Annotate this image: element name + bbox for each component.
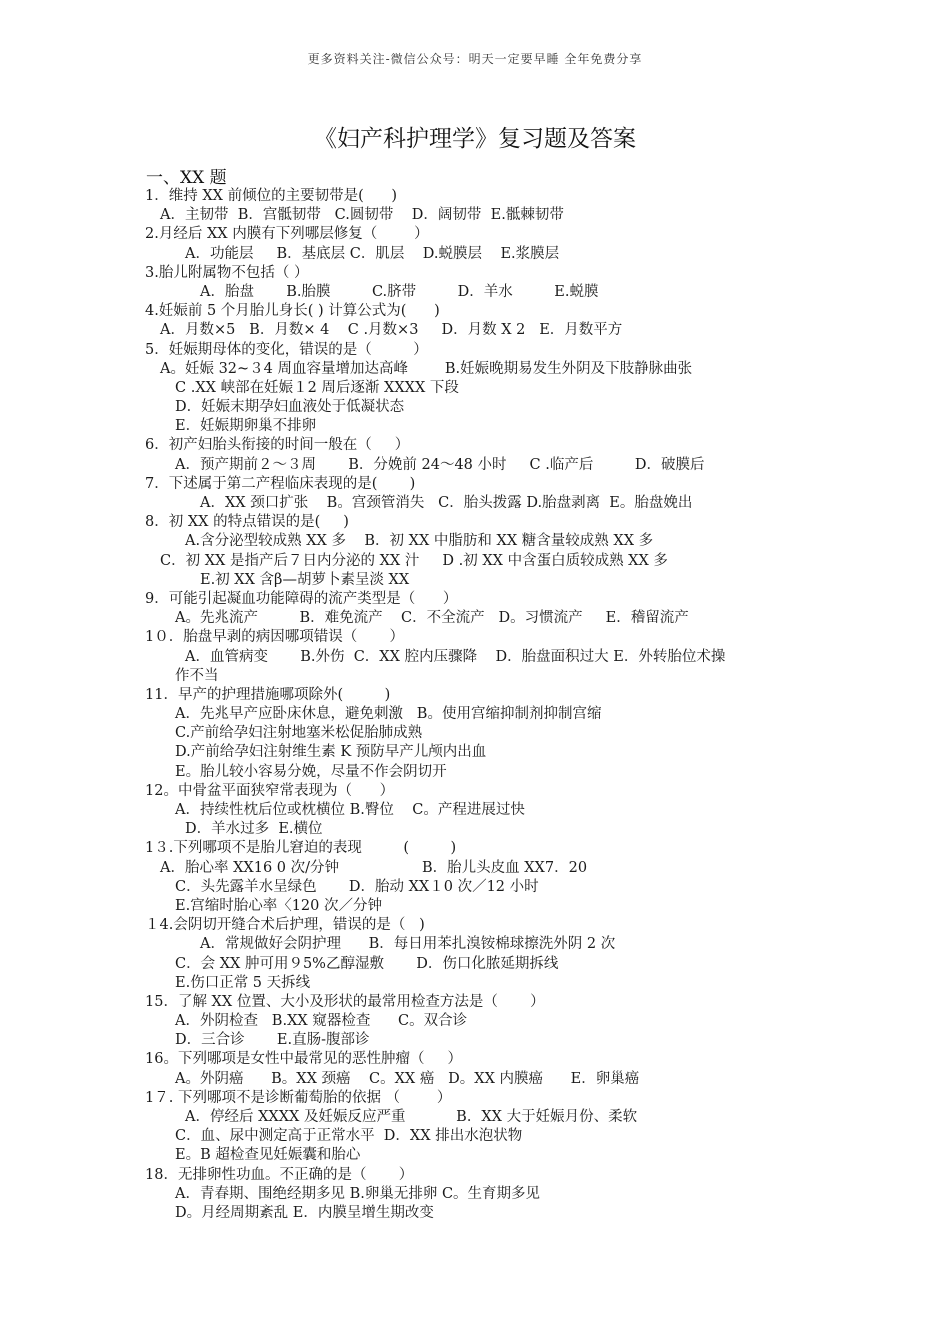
question-line: 6．初产妇胎头衔接的时间一般在（ ） — [145, 437, 410, 454]
question-line: 11．早产的护理措施哪项除外( ) — [145, 686, 391, 703]
option-line: A．功能层 B．基底层 C．肌层 D.蜕膜层 E.浆膜层 — [185, 245, 560, 262]
question-line: 3.胎儿附属物不包括（ ） — [145, 264, 309, 281]
question-line: 1．维持 XX 前倾位的主要韧带是( ) — [145, 188, 398, 204]
question-line: 4.妊娠前 5 个月胎儿身长( ) 计算公式为( ) — [145, 303, 440, 320]
option-line: A．先兆早产应卧床休息，避免刺激 B。使用宫缩抑制剂抑制宫缩 — [175, 706, 602, 723]
option-line: C .XX 峡部在妊娠１2 周后逐渐 XXXX 下段 — [175, 379, 459, 396]
option-line: D。月经周期紊乱 E．内膜呈增生期改变 — [175, 1204, 434, 1221]
question-line: 1０．胎盘早剥的病因哪项错误（ ） — [145, 629, 404, 646]
option-line: A．预产期前２～３周 B．分娩前 24～48 小时 C .临产后 D．破膜后 — [175, 456, 705, 473]
question-line: 8．初 XX 的特点错误的是( ) — [145, 514, 349, 531]
option-line: A。妊娠 32~３4 周血容量增加达高峰 B.妊娠晚期易发生外阴及下肢静脉曲张 — [160, 360, 693, 377]
option-line: A．青春期、围绝经期多见 B.卵巢无排卵 C。生育期多见 — [175, 1185, 541, 1202]
option-line: E．妊娠期卵巢不排卵 — [175, 418, 317, 435]
option-line: A．持续性枕后位或枕横位 B.臀位 C。产程进展过快 — [175, 802, 525, 818]
option-line: E.伤口正常 5 天拆线 — [175, 974, 311, 991]
question-line: 15．了解 XX 位置、大小及形状的最常用检查方法是（ ） — [145, 993, 545, 1010]
question-line: 18．无排卵性功血。不正确的是（ ） — [145, 1166, 414, 1183]
option-line: A．停经后 XXXX 及妊娠反应严重 B．XX 大于妊娠月份、柔软 — [185, 1109, 638, 1125]
option-line: C．头先露羊水呈绿色 D．胎动 XX１0 次／12 小时 — [175, 878, 539, 895]
question-line: 12。中骨盆平面狭窄常表现为（ ） — [145, 782, 395, 799]
option-line: D．妊娠末期孕妇血液处于低凝状态 — [175, 399, 405, 416]
option-line: A．胎盘 B.胎膜 C.脐带 D．羊水 E.蜕膜 — [200, 283, 599, 300]
option-line: A．月数×5 B．月数× 4 C .月数×3 D．月数 X 2 E．月数平方 — [160, 322, 623, 339]
option-line: 作不当 — [175, 667, 219, 684]
section-heading: 一、XX 题 — [146, 168, 227, 188]
option-line: A．XX 颈口扩张 B。宫颈管消失 C．胎头拨露 D.胎盘剥离 E。胎盘娩出 — [200, 495, 693, 511]
question-line: 7．下述属于第二产程临床表现的是( ) — [145, 475, 416, 492]
question-line: １4.会阴切开缝合术后护理，错误的是（ ) — [145, 917, 425, 934]
option-line: E.宫缩时胎心率〈120 次／分钟 — [175, 897, 382, 914]
question-line: 1７. 下列哪项不是诊断葡萄胎的依据 （ ） — [145, 1089, 452, 1106]
option-line: D．羊水过多 E.横位 — [185, 821, 323, 838]
option-line: A．常规做好会阴护理 B．每日用苯扎溴铵棉球擦洗外阴 2 次 — [200, 936, 616, 953]
header-note: 更多资料关注-微信公众号：明天一定要早睡 全年免费分享 — [307, 52, 643, 66]
option-line: A．主韧带 B．宫骶韧带 C.圆韧带 D．阔韧带 E.骶棘韧带 — [160, 207, 564, 224]
option-line: E。胎儿较小容易分娩，尽量不作会阴切开 — [175, 763, 447, 780]
option-line: A．血管病变 B.外伤 C．XX 腔内压骤降 D．胎盘面积过大 E．外转胎位术操 — [185, 648, 726, 665]
option-line: C．初 XX 是指产后７日内分泌的 XX 汁 D .初 XX 中含蛋白质较成熟 XX 多 — [160, 552, 668, 569]
question-line: 9．可能引起凝血功能障碍的流产类型是（ ） — [145, 590, 458, 607]
question-line: 5．妊娠期母体的变化，错误的是（ ） — [145, 341, 428, 358]
option-line: A。先兆流产 B．难免流产 C．不全流产 D。习惯流产 E．稽留流产 — [175, 610, 689, 627]
question-line: 2.月经后 XX 内膜有下列哪层修复（ ） — [145, 226, 429, 243]
option-line: C．会 XX 肿可用９5%乙醇湿敷 D．伤口化脓延期拆线 — [175, 955, 559, 972]
option-line: A．胎心率 XX16 0 次/分钟 B．胎儿头皮血 XX7．20 — [160, 859, 588, 876]
option-line: E。B 超检查见妊娠囊和胎心 — [175, 1147, 361, 1164]
option-line: E.初 XX 含β—胡萝卜素呈淡 XX — [200, 571, 410, 588]
option-line: C.产前给孕妇注射地塞米松促胎肺成熟 — [175, 725, 423, 742]
option-line: D.产前给孕妇注射维生素 K 预防早产儿颅内出血 — [175, 744, 487, 761]
option-line: A.含分泌型较成熟 XX 多 B．初 XX 中脂肪和 XX 糖含量较成熟 XX 多 — [185, 533, 654, 550]
question-line: 16。下列哪项是女性中最常见的恶性肿瘤（ ） — [145, 1051, 462, 1068]
question-list — [0, 187, 950, 1223]
option-line: C．血、尿中测定高于正常水平 D．XX 排出水泡状物 — [175, 1128, 523, 1145]
document-title: 《妇产科护理学》复习题及答案 — [314, 126, 636, 152]
option-line: D．三合诊 E.直肠-腹部诊 — [175, 1032, 370, 1049]
option-line: A．外阴检查 B.XX 窥器检查 C。双合诊 — [175, 1013, 468, 1030]
question-line: 1３.下列哪项不是胎儿窘迫的表现 ( ) — [145, 840, 457, 857]
option-line: A。外阴癌 B。XX 颈癌 C。XX 癌 D。XX 内膜癌 E．卵巢癌 — [175, 1070, 640, 1087]
